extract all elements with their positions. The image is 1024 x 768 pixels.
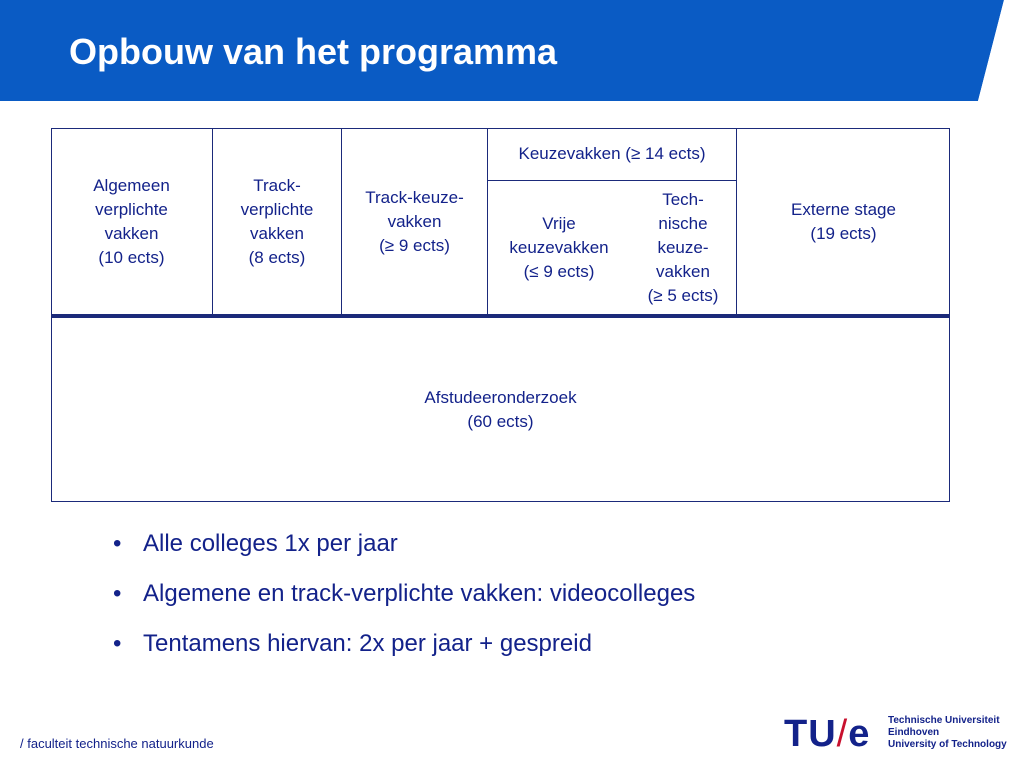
- cell-line: (≤ 9 ects): [523, 262, 595, 281]
- cell-track-keuze: [342, 128, 487, 315]
- cell-line: (8 ects): [248, 247, 306, 267]
- cell-line: (10 ects): [98, 247, 165, 267]
- bullet-text: Alle colleges 1x per jaar: [143, 530, 398, 557]
- cell-line: (60 ects): [467, 412, 534, 431]
- footer-faculty: / faculteit technische natuurkunde: [20, 736, 214, 751]
- cell-line: Tech-: [662, 190, 704, 209]
- tue-logo-mark: [784, 712, 870, 756]
- cell-line: Keuzevakken (≥ 14 ects): [518, 144, 706, 163]
- bullet-dot: •: [113, 530, 122, 557]
- cell-line: (≥ 5 ects): [647, 286, 719, 305]
- cell-line: Vrije: [542, 214, 576, 233]
- slide-header: [0, 0, 1024, 101]
- logo-line: Technische Universiteit: [888, 715, 1000, 726]
- cell-track-verplicht: [213, 128, 341, 315]
- cell-algemeen: [51, 128, 212, 315]
- logo-mark-tu: TU: [784, 713, 837, 755]
- cell-line: Afstudeeronderzoek: [424, 388, 577, 407]
- bullet-dot: •: [113, 630, 122, 657]
- tue-logo-text: [888, 715, 1007, 751]
- cell-line: vakken: [387, 211, 442, 231]
- bullet-text: Algemene en track-verplichte vakken: videocolleges: [143, 580, 696, 607]
- cell-line: vakken: [656, 262, 710, 281]
- cell-line: Algemeen: [93, 175, 170, 195]
- cell-line: nische: [658, 214, 708, 233]
- bullet-item: [113, 576, 695, 626]
- cell-line: vakken: [104, 223, 159, 243]
- cell-technische-keuzevakken: [630, 181, 736, 315]
- cell-line: Track-: [253, 175, 301, 195]
- cell-line: (19 ects): [810, 223, 877, 243]
- cell-line: verplichte: [95, 199, 168, 219]
- cell-keuzevakken-header: [488, 128, 736, 180]
- logo-line: University of Technology: [888, 739, 1007, 750]
- cell-line: verplichte: [240, 199, 314, 219]
- cell-vrije-keuzevakken: [488, 181, 630, 315]
- cell-line: keuzevakken: [509, 238, 609, 257]
- cell-externe-stage: [737, 128, 950, 315]
- logo-mark-e: e: [848, 713, 871, 755]
- bullet-item: [113, 526, 695, 576]
- logo-mark-slash: /: [836, 713, 849, 755]
- cell-line: Track-keuze-: [365, 187, 464, 207]
- cell-line: vakken: [250, 223, 304, 243]
- logo-line: Eindhoven: [888, 727, 940, 738]
- bullet-text: Tentamens hiervan: 2x per jaar + gespreid: [143, 630, 592, 657]
- cell-line: (≥ 9 ects): [379, 235, 450, 255]
- tue-logo: [784, 712, 1018, 756]
- bullet-list: [113, 526, 695, 676]
- bullet-item: [113, 626, 695, 676]
- cell-line: Externe stage: [791, 199, 896, 219]
- cell-afstudeeronderzoek: [51, 318, 950, 502]
- slide-title: Opbouw van het programma: [69, 31, 558, 72]
- bullet-dot: •: [113, 580, 122, 607]
- cell-line: keuze-: [657, 238, 709, 257]
